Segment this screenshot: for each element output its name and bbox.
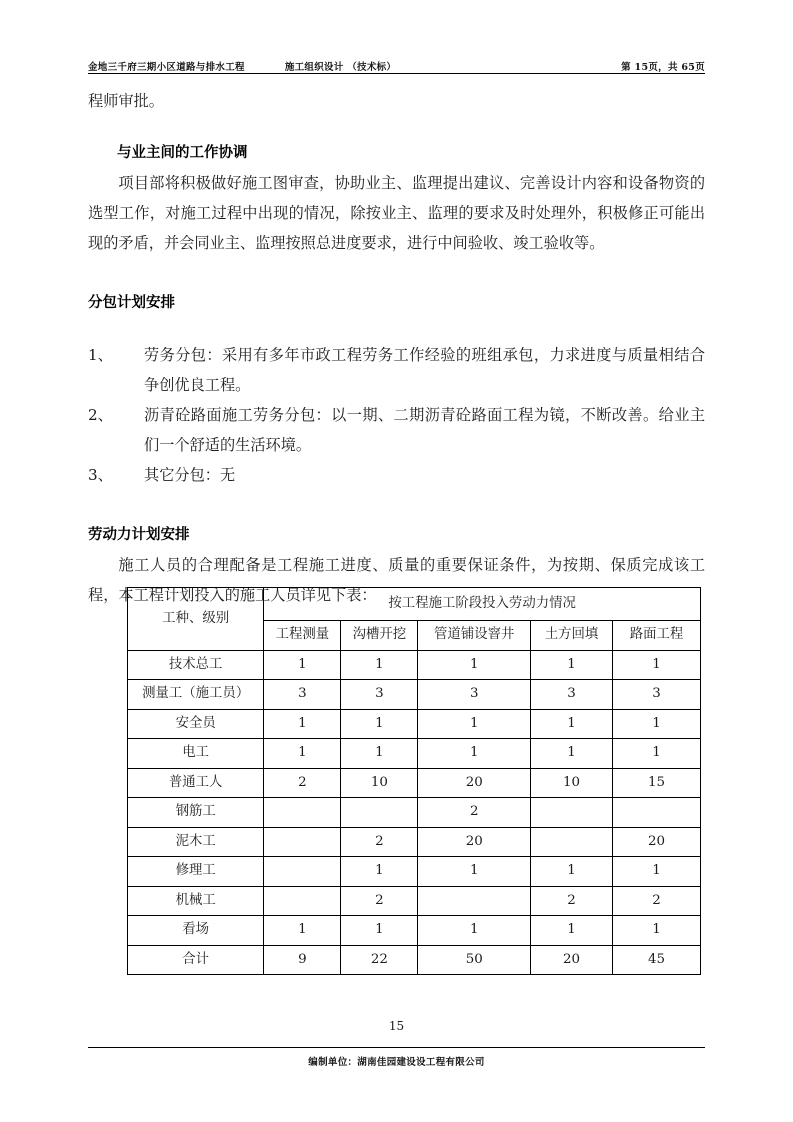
- cell-trade: 看场: [128, 916, 264, 946]
- cell-value: 1: [264, 709, 341, 739]
- cell-value: 3: [418, 680, 531, 710]
- table-row: [128, 857, 701, 887]
- table-row: [128, 650, 701, 680]
- cell-value: 1: [613, 650, 701, 680]
- page-header: [88, 50, 705, 74]
- cell-value: 1: [613, 709, 701, 739]
- list-item-text: 沥青砼路面施工劳务分包：以一期、二期沥青砼路面工程为镜，不断改善。给业主们一个舒适的生活环境。: [144, 406, 705, 454]
- cell-value: 2: [531, 886, 613, 916]
- labor-table-container: [127, 587, 701, 975]
- table-header-stage: 工程测量: [264, 621, 341, 651]
- paragraph-labor-plan: 施工人员的合理配备是工程施工进度、质量的重要保证条件，为按期、保质完成该工程，本工程计划投入的施工人员详见下表：: [88, 556, 705, 604]
- cell-value: 2: [341, 886, 418, 916]
- cell-value: 1: [264, 916, 341, 946]
- cell-value: 3: [264, 680, 341, 710]
- cell-value: 1: [531, 916, 613, 946]
- cell-value: [341, 798, 418, 828]
- carryover-paragraph: 程师审批。: [88, 92, 164, 110]
- list-item: [88, 460, 705, 490]
- footer-divider: [88, 1047, 705, 1048]
- cell-value: 1: [341, 916, 418, 946]
- cell-value: 3: [531, 680, 613, 710]
- cell-value: 1: [418, 857, 531, 887]
- cell-value: [264, 827, 341, 857]
- cell-value: 20: [418, 768, 531, 798]
- cell-value: [264, 857, 341, 887]
- cell-value: 1: [418, 739, 531, 769]
- cell-trade: 机械工: [128, 886, 264, 916]
- table-row: [128, 916, 701, 946]
- cell-value: 10: [531, 768, 613, 798]
- cell-value: 2: [418, 798, 531, 828]
- table-row: [128, 709, 701, 739]
- cell-trade: 电工: [128, 739, 264, 769]
- heading-owner-coordination: 与业主间的工作协调: [117, 145, 248, 161]
- document-body: [88, 86, 705, 610]
- list-item-marker: 2、: [88, 406, 113, 424]
- cell-value: 1: [531, 857, 613, 887]
- table-header-stage: 沟槽开挖: [341, 621, 418, 651]
- footer-company-note: 编制单位：湖南佳园建设设工程有限公司: [308, 1057, 485, 1068]
- cell-value: 22: [341, 945, 418, 975]
- paragraph-owner-coordination: 项目部将积极做好施工图审查，协助业主、监理提出建议、完善设计内容和设备物资的选型工作，对施工过程中出现的情况，除按业主、监理的要求及时处理外，积极修正可能出现的矛盾，并会同业主、监理按照总进度要求，进行中间验收、竣工验收等。: [88, 174, 705, 252]
- cell-value: [264, 798, 341, 828]
- cell-value: 1: [613, 739, 701, 769]
- cell-value: 20: [418, 827, 531, 857]
- list-item-marker: 3、: [88, 466, 113, 484]
- table-row-total: [128, 945, 701, 975]
- spacer: [88, 490, 705, 520]
- table-row: [128, 886, 701, 916]
- list-item-text: 其它分包：无: [144, 466, 236, 484]
- cell-value: 1: [613, 916, 701, 946]
- cell-trade: 测量工（施工员）: [128, 680, 264, 710]
- cell-value: 20: [613, 827, 701, 857]
- heading-subcontract-plan: 分包计划安排: [88, 295, 175, 311]
- cell-trade: 泥木工: [128, 827, 264, 857]
- table-header-trade: 工种、级别: [128, 588, 264, 651]
- list-item: [88, 400, 705, 460]
- cell-value: 2: [341, 827, 418, 857]
- spacer: [88, 116, 705, 138]
- cell-value: 1: [341, 650, 418, 680]
- cell-value: 1: [341, 857, 418, 887]
- header-project-title: 金地三千府三期小区道路与排水工程: [88, 62, 245, 73]
- table-row: [128, 798, 701, 828]
- cell-trade: 合计: [128, 945, 264, 975]
- cell-value: 20: [531, 945, 613, 975]
- cell-value: 1: [264, 650, 341, 680]
- table-header-group: 按工程施工阶段投入劳动力情况: [264, 588, 701, 621]
- cell-value: 3: [341, 680, 418, 710]
- cell-value: 3: [613, 680, 701, 710]
- header-document-type: 施工组织设计 （技术标）: [284, 62, 397, 73]
- cell-value: 1: [531, 739, 613, 769]
- cell-value: 2: [613, 886, 701, 916]
- cell-value: 45: [613, 945, 701, 975]
- cell-value: 1: [341, 739, 418, 769]
- cell-value: 1: [418, 650, 531, 680]
- cell-trade: 钢筋工: [128, 798, 264, 828]
- cell-trade: 安全员: [128, 709, 264, 739]
- cell-value: 2: [264, 768, 341, 798]
- cell-value: [531, 827, 613, 857]
- labor-allocation-table: [127, 587, 701, 975]
- list-item-marker: 1、: [88, 346, 113, 364]
- cell-value: 15: [613, 768, 701, 798]
- spacer: [88, 318, 705, 340]
- cell-value: [613, 798, 701, 828]
- cell-value: 1: [264, 739, 341, 769]
- list-item-text: 劳务分包：采用有多年市政工程劳务工作经验的班组承包，力求进度与质量相结合争创优良工程。: [144, 346, 705, 394]
- table-header-row-top: [128, 588, 701, 621]
- cell-value: 1: [341, 709, 418, 739]
- table-row: [128, 739, 701, 769]
- cell-value: 10: [341, 768, 418, 798]
- table-header-stage: 路面工程: [613, 621, 701, 651]
- cell-value: [418, 886, 531, 916]
- table-header-stage: 管道铺设窨井: [418, 621, 531, 651]
- cell-value: 9: [264, 945, 341, 975]
- page-number: 15: [388, 1019, 405, 1033]
- heading-labor-plan: 劳动力计划安排: [88, 527, 190, 543]
- cell-value: 1: [418, 709, 531, 739]
- cell-value: [531, 798, 613, 828]
- cell-value: 1: [531, 650, 613, 680]
- table-header-stage: 土方回填: [531, 621, 613, 651]
- cell-trade: 普通工人: [128, 768, 264, 798]
- cell-value: [264, 886, 341, 916]
- cell-trade: 技术总工: [128, 650, 264, 680]
- spacer: [88, 258, 705, 288]
- cell-value: 1: [418, 916, 531, 946]
- cell-value: 50: [418, 945, 531, 975]
- list-item: [88, 340, 705, 400]
- table-row: [128, 768, 701, 798]
- cell-value: 1: [531, 709, 613, 739]
- cell-value: 1: [613, 857, 701, 887]
- table-row: [128, 827, 701, 857]
- table-row: [128, 680, 701, 710]
- cell-trade: 修理工: [128, 857, 264, 887]
- header-page-indicator: 第 15页，共 65页: [621, 62, 705, 73]
